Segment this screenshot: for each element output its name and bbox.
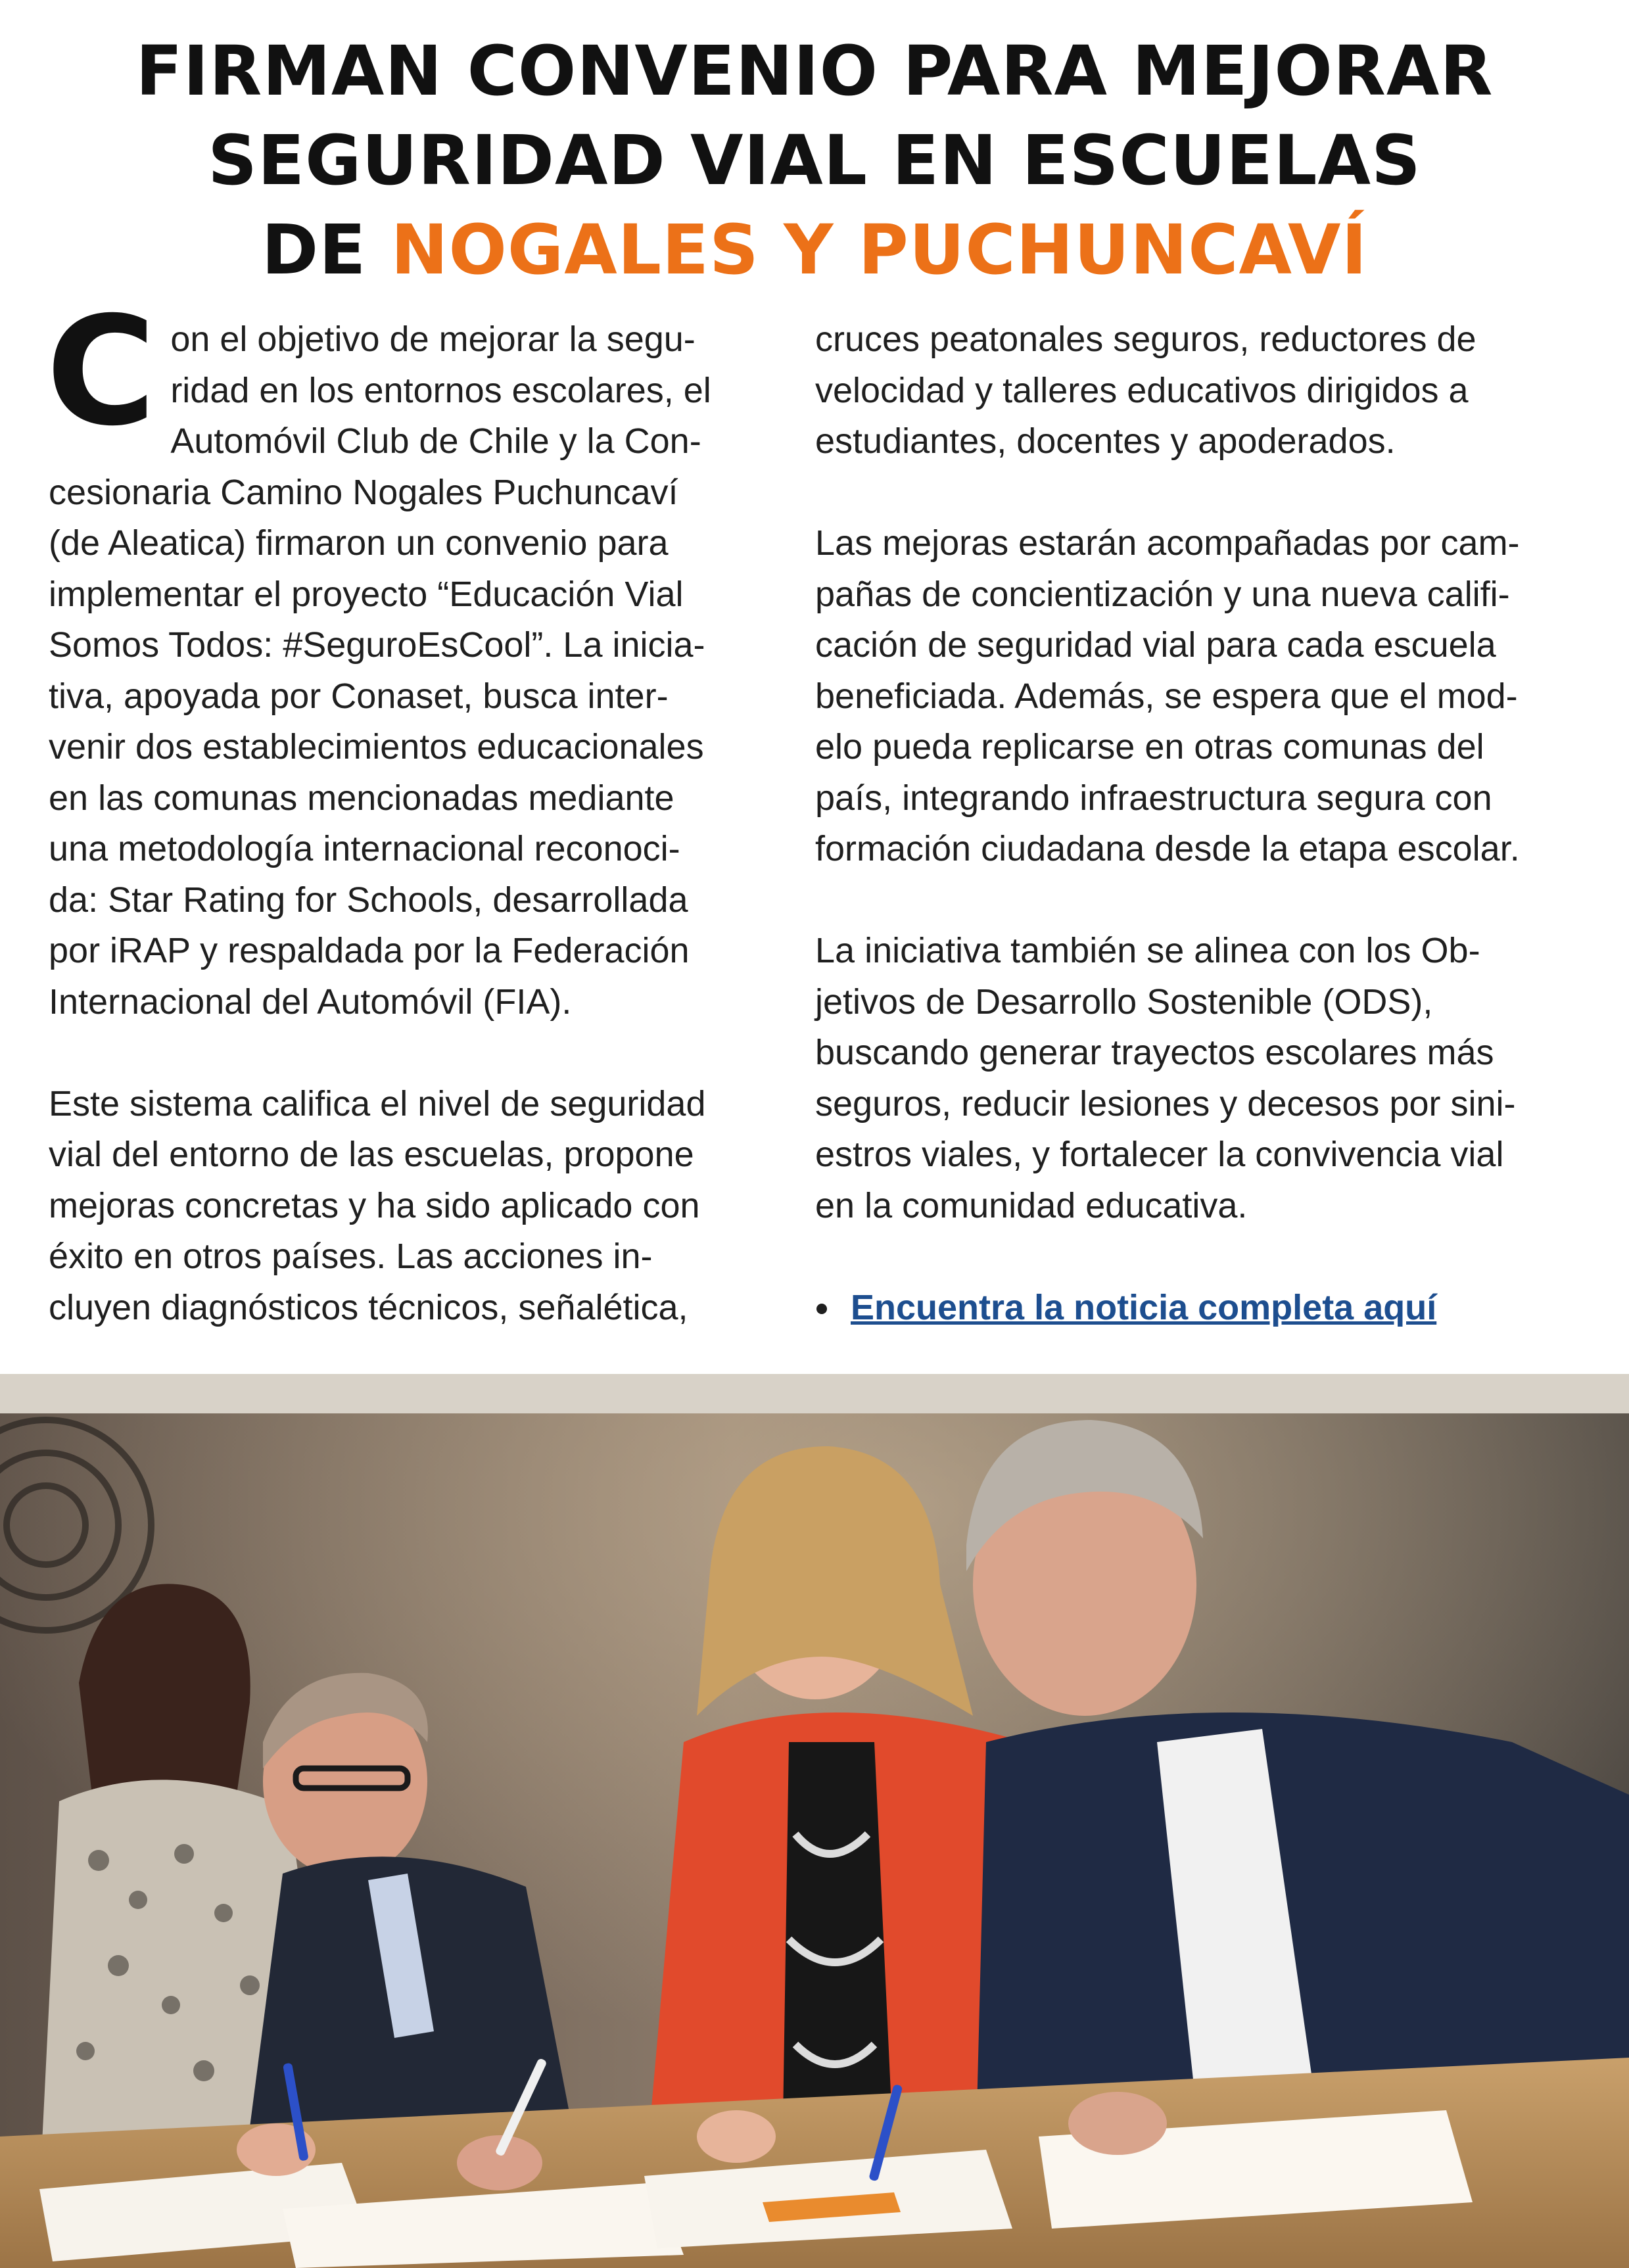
link-list [815, 1283, 1591, 1334]
headline-line-3-prefix: DE [261, 210, 391, 290]
headline-line-3 [0, 205, 1629, 295]
headline-line-2: SEGURIDAD VIAL EN ESCUELAS [208, 120, 1421, 201]
headline-line-1: FIRMAN CONVENIO PARA MEJORAR [135, 31, 1494, 111]
drop-cap: C [46, 284, 156, 459]
article-paragraph-5: La iniciativa también se alinea con los Ob- jetivos de Desarrollo Sostenible (ODS), buscando generar trayectos escolares más seguros, reducir lesiones y decesos por sini- estros viales, y fortalecer la convivencia vial en la comunidad educativa. [815, 931, 1516, 1225]
article-paragraph-2: Este sistema califica el nivel de seguridad vial del entorno de las escuelas, propone mejoras concretas y ha sido aplicado con éxito en otros países. Las acciones in- cluyen diagnósticos técnicos, señalética, [49, 1083, 706, 1327]
full-story-link[interactable]: Encuentra la noticia completa aquí [851, 1287, 1437, 1327]
article-paragraph-4: Las mejoras estarán acompañadas por cam- pañas de concientización y una nueva califi- cación de seguridad vial para cada escuela beneficiada. Además, se espera que el mod- elo pueda replicarse en otras comunas del país, integrando infraestructura segura con formación ciudadana desde la etapa escolar. [815, 523, 1520, 868]
article-paragraph-3: cruces peatonales seguros, reductores de velocidad y talleres educativos dirigidos a estudiantes, docentes y apoderados. [815, 319, 1476, 461]
headline-accent: NOGALES Y PUCHUNCAVÍ [390, 210, 1368, 290]
signing-photo [0, 1374, 1629, 2268]
article-paragraph-1 [46, 284, 772, 1028]
article-column-right [815, 314, 1591, 1333]
article-paragraph-1-text: on el objetivo de mejorar la segu- ridad en los entornos escolares, el Automóvil Club de Chile y la Con- cesionaria Camino Nogales Puchuncaví (de Aleatica) firmaron un convenio para implementar el proyecto “Educación Vial Somos Todos: #SeguroEsCool”. La inicia- tiva, apoyada por Conaset, busca inter- venir dos establecimientos educacionales en las comunas mencionadas mediante una metodología internacional reconoci- da: Star Rating for Schools, desarrollada por iRAP y respaldada por la Federación Internacional del Automóvil (FIA). [49, 319, 711, 1022]
headline [0, 26, 1629, 295]
article-column-left [46, 284, 772, 1384]
link-list-item [815, 1283, 1591, 1334]
